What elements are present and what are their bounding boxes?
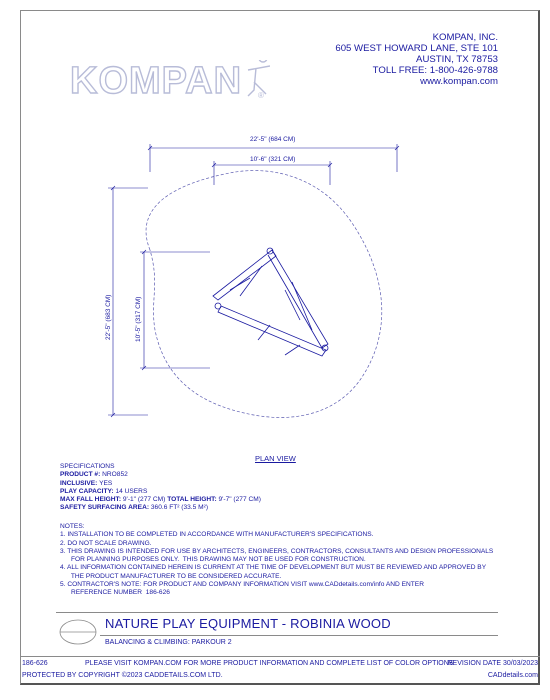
note-2: 2. DO NOT SCALE DRAWING. [60,539,152,547]
spec-surfacing-label: SAFETY SURFACING AREA: [60,504,150,512]
copyright: PROTECTED BY COPYRIGHT ©2023 CADDETAILS.COM LTD. [22,672,223,679]
spec-inclusive-value: YES [97,479,113,487]
inner-width-dimension [212,161,332,185]
plan-view-label: PLAN VIEW [255,454,296,463]
note-4: 4. ALL INFORMATION CONTAINED HEREIN IS CURRENT AT THE TIME OF DEVELOPMENT BUT MUST BE REVIEWED AND APPROVED BY [60,564,487,572]
spec-total-height-value: 9'-7" (277 CM) [216,496,261,504]
inner-depth-label: 10'-5" (317 CM) [135,296,142,342]
overall-depth-label: 22'-5" (683 CM) [105,294,112,340]
logo-wordmark: KOMPAN [70,60,243,100]
note-4-cont: THE PRODUCT MANUFACTURER TO BE CONSIDERED ACCURATE. [60,572,282,580]
company-street: 605 WEST HOWARD LANE, STE 101 [335,43,498,54]
notes [60,523,500,598]
safety-zone-outline [146,171,382,418]
visit-note: PLEASE VISIT KOMPAN.COM FOR MORE PRODUCT INFORMATION AND COMPLETE LIST OF COLOR OPTIONS [85,660,454,667]
spec-product-value: NRO852 [100,471,128,479]
spec-fall-height-label: MAX FALL HEIGHT: [60,496,122,504]
title-ellipse-icon [58,618,98,648]
spec-inclusive-label: INCLUSIVE: [60,479,98,487]
spec-heading: SPECIFICATIONS [60,463,115,470]
caddetails-site: CADdetails.com [487,672,538,679]
drawing-title: NATURE PLAY EQUIPMENT - ROBINIA WOOD [105,616,391,631]
inner-depth-dimension [140,250,210,370]
title-mid-rule [100,635,498,636]
overall-width-label: 22'-5" (684 CM) [250,136,296,143]
note-3: 3. THIS DRAWING IS INTENDED FOR USE BY ARCHITECTS, ENGINEERS, CONTRACTORS, CONSULTANTS AND DESIGN PROFESSIONALS [60,547,494,555]
spec-capacity-label: PLAY CAPACITY: [60,487,114,495]
drawing-subtitle: BALANCING & CLIMBING: PARKOUR 2 [105,639,232,646]
spec-fall-height-value: 9'-1" (277 CM) [121,496,166,504]
spec-total-height-label: TOTAL HEIGHT: [167,496,217,504]
company-name: KOMPAN, INC. [432,32,498,43]
company-website: www.kompan.com [420,76,498,87]
note-3-cont: FOR PLANNING PURPOSES ONLY. THIS DRAWING MAY NOT BE USED FOR CONSTRUCTION. [60,556,366,564]
note-5: 5. CONTRACTOR'S NOTE: FOR PRODUCT AND COMPANY INFORMATION VISIT www.CADdetails.com/info AND ENTER [60,581,424,589]
title-top-rule [56,612,498,613]
inner-width-label: 10'-6" (321 CM) [250,156,296,163]
notes-heading: NOTES: [60,523,85,530]
specifications [60,463,500,513]
reference-number: 186-626 [22,660,48,667]
spec-capacity-value: 14 USERS [113,487,148,495]
registered-mark: ® [258,91,264,100]
note-1: 1. INSTALLATION TO BE COMPLETED IN ACCORDANCE WITH MANUFACTURER'S SPECIFICATIONS. [60,531,374,539]
parkour-equipment [213,248,328,356]
note-5-cont: REFERENCE NUMBER 186-626 [60,589,170,597]
footer-rule [20,656,540,657]
company-phone: TOLL FREE: 1-800-426-9788 [372,65,498,76]
revision-date: REVISION DATE 30/03/2023 [447,660,538,667]
company-city: AUSTIN, TX 78753 [416,54,498,65]
spec-product-label: PRODUCT #: [60,471,101,479]
overall-depth-dimension [108,186,148,417]
spec-surfacing-value: 360.6 FT² (33.5 M²) [149,504,209,512]
